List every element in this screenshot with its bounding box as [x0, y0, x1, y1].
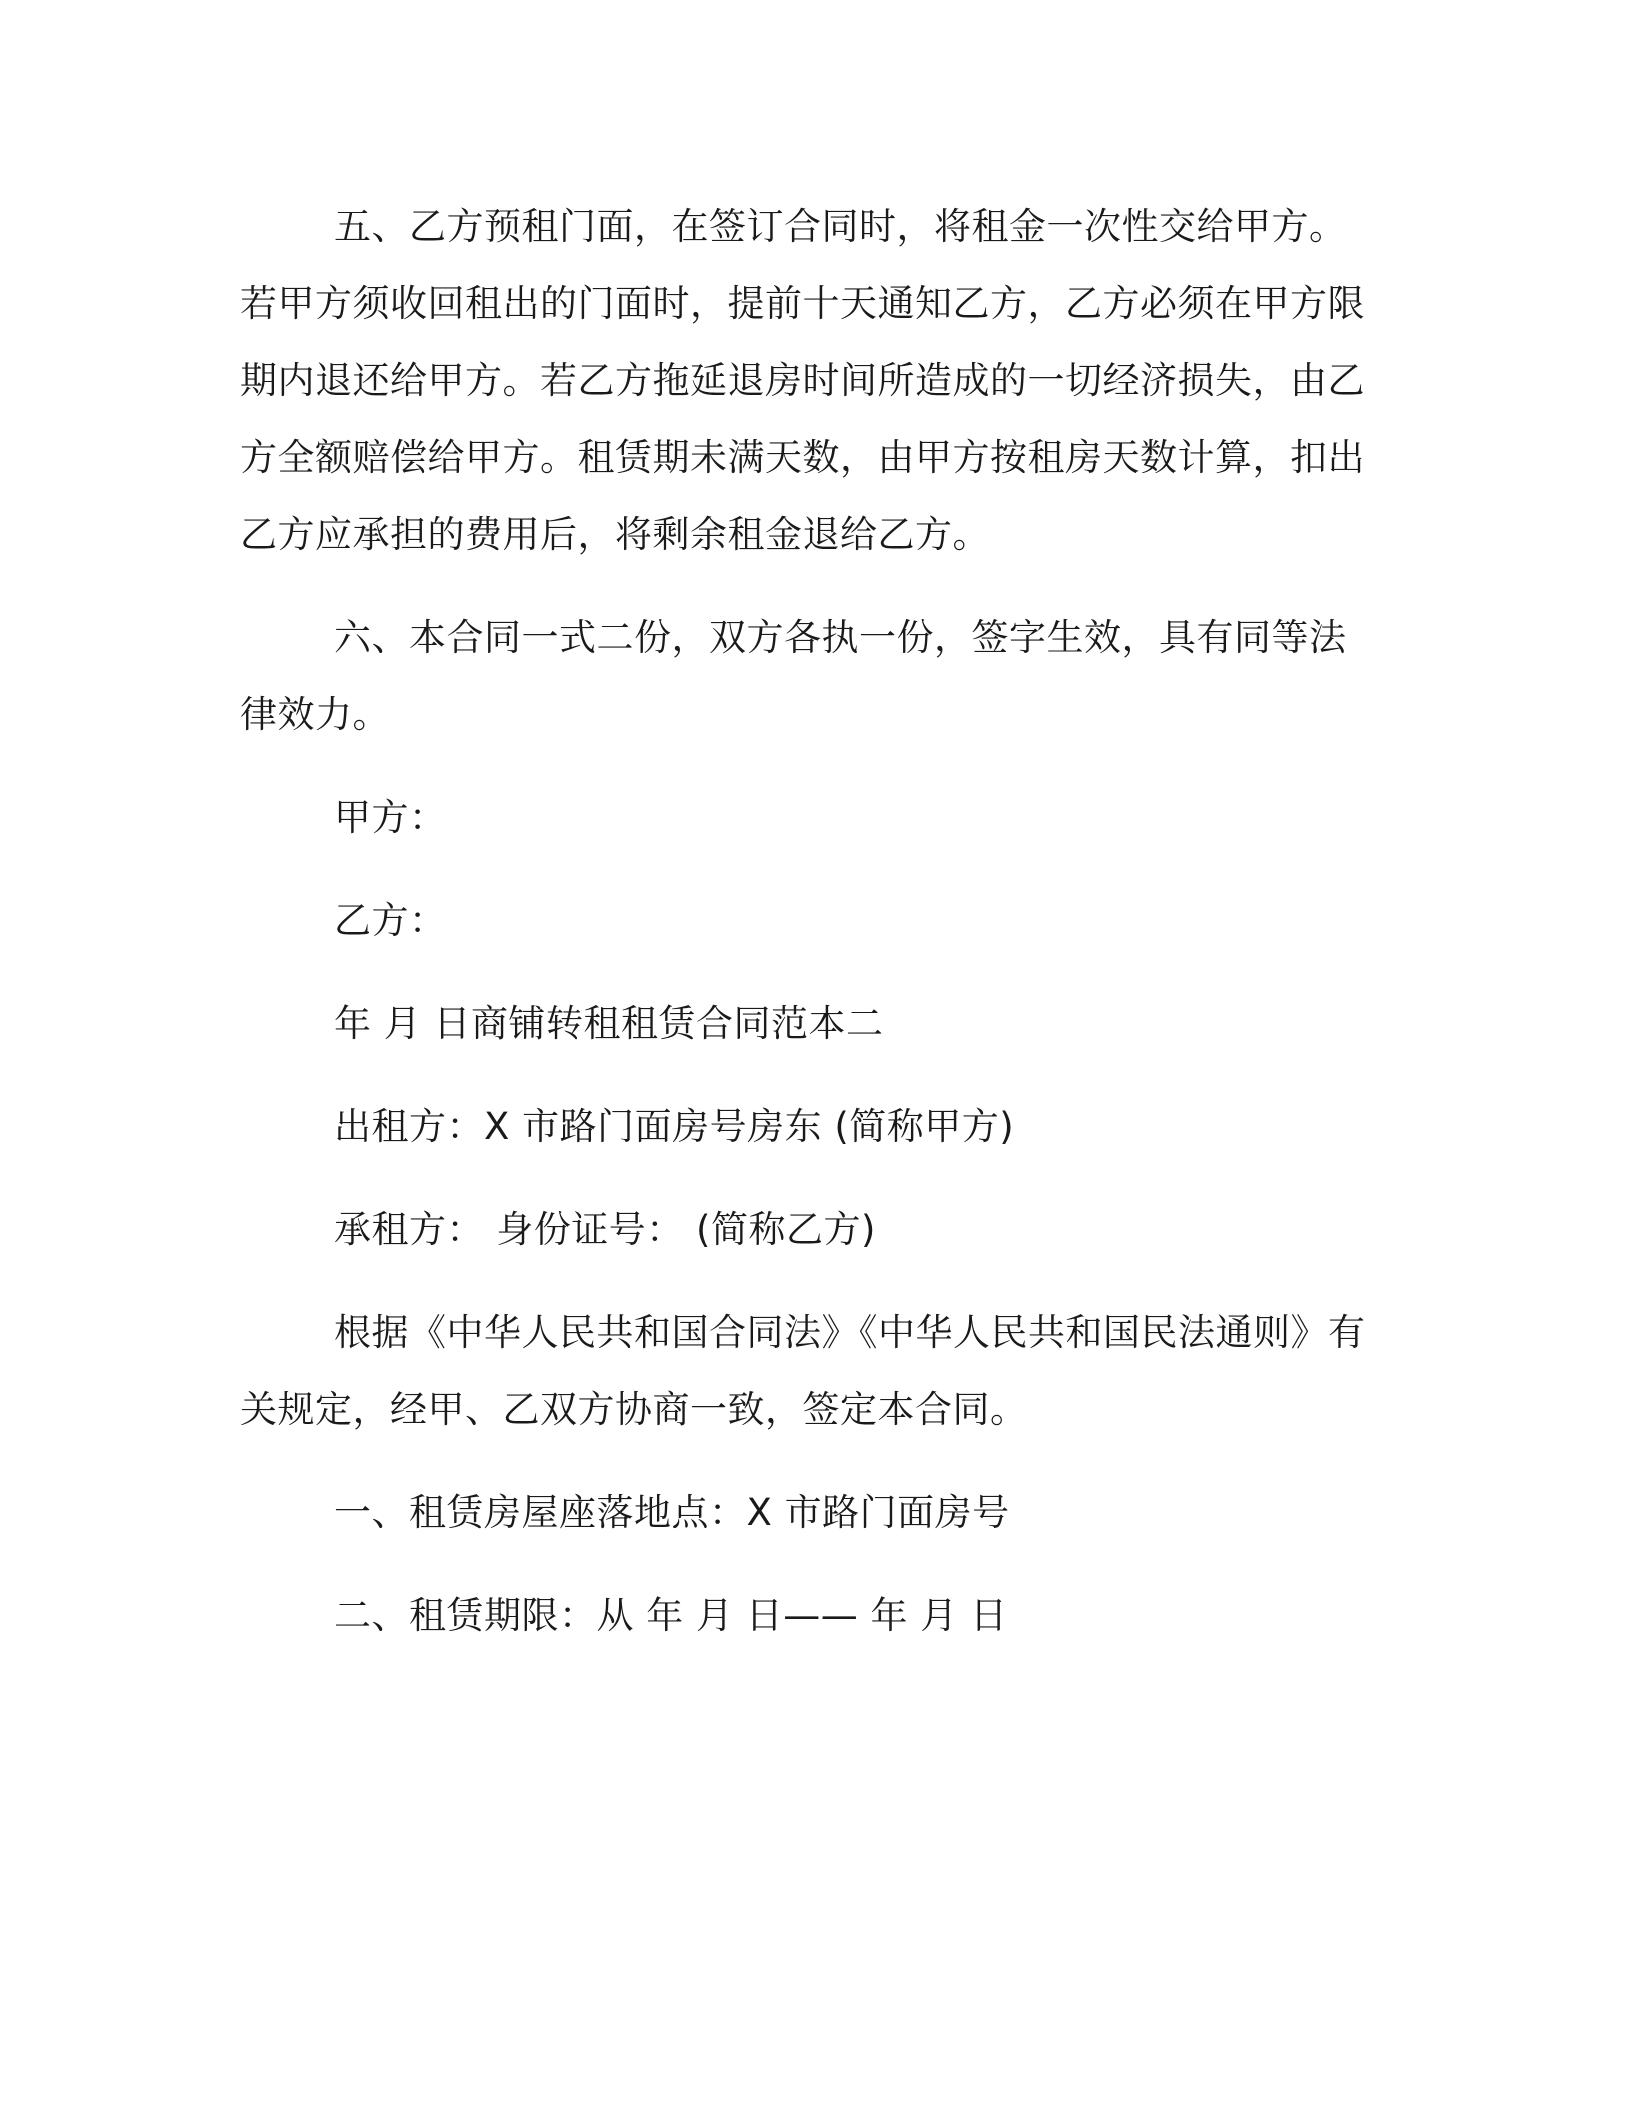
lessor-line: 出租方：X 市路门面房号房东 (简称甲方) [334, 1105, 1015, 1148]
legal-basis-paragraph: 根据《中华人民共和国合同法》《中华人民共和国民法通则》有关规定，经甲、乙双方协商一致，签定本合同。 [240, 1311, 1366, 1431]
lessee-line: 承租方： 身份证号： (简称乙方) [334, 1208, 876, 1251]
party-b-signature-line: 乙方： [334, 899, 447, 942]
clause-one-location: 一、租赁房屋座落地点：X 市路门面房号 [334, 1491, 1010, 1534]
document-body [240, 188, 1380, 1680]
clause-six-paragraph: 六、本合同一式二份，双方各执一份，签字生效，具有同等法律效力。 [240, 616, 1347, 736]
party-a-signature-line: 甲方： [334, 796, 447, 839]
clause-two-term: 二、租赁期限：从 年 月 日—— 年 月 日 [334, 1594, 1008, 1637]
clause-five-paragraph: 五、乙方预租门面，在签订合同时，将租金一次性交给甲方。若甲方须收回租出的门面时，提前十天通知乙方，乙方必须在甲方限期内退还给甲方。若乙方拖延退房时间所造成的一切经济损失，由乙方全额赔偿给甲方。租赁期未满天数，由甲方按租房天数计算，扣出乙方应承担的费用后，将剩余租金退给乙方。 [240, 205, 1365, 556]
date-and-template-title: 年 月 日商铺转租租赁合同范本二 [334, 1002, 884, 1045]
